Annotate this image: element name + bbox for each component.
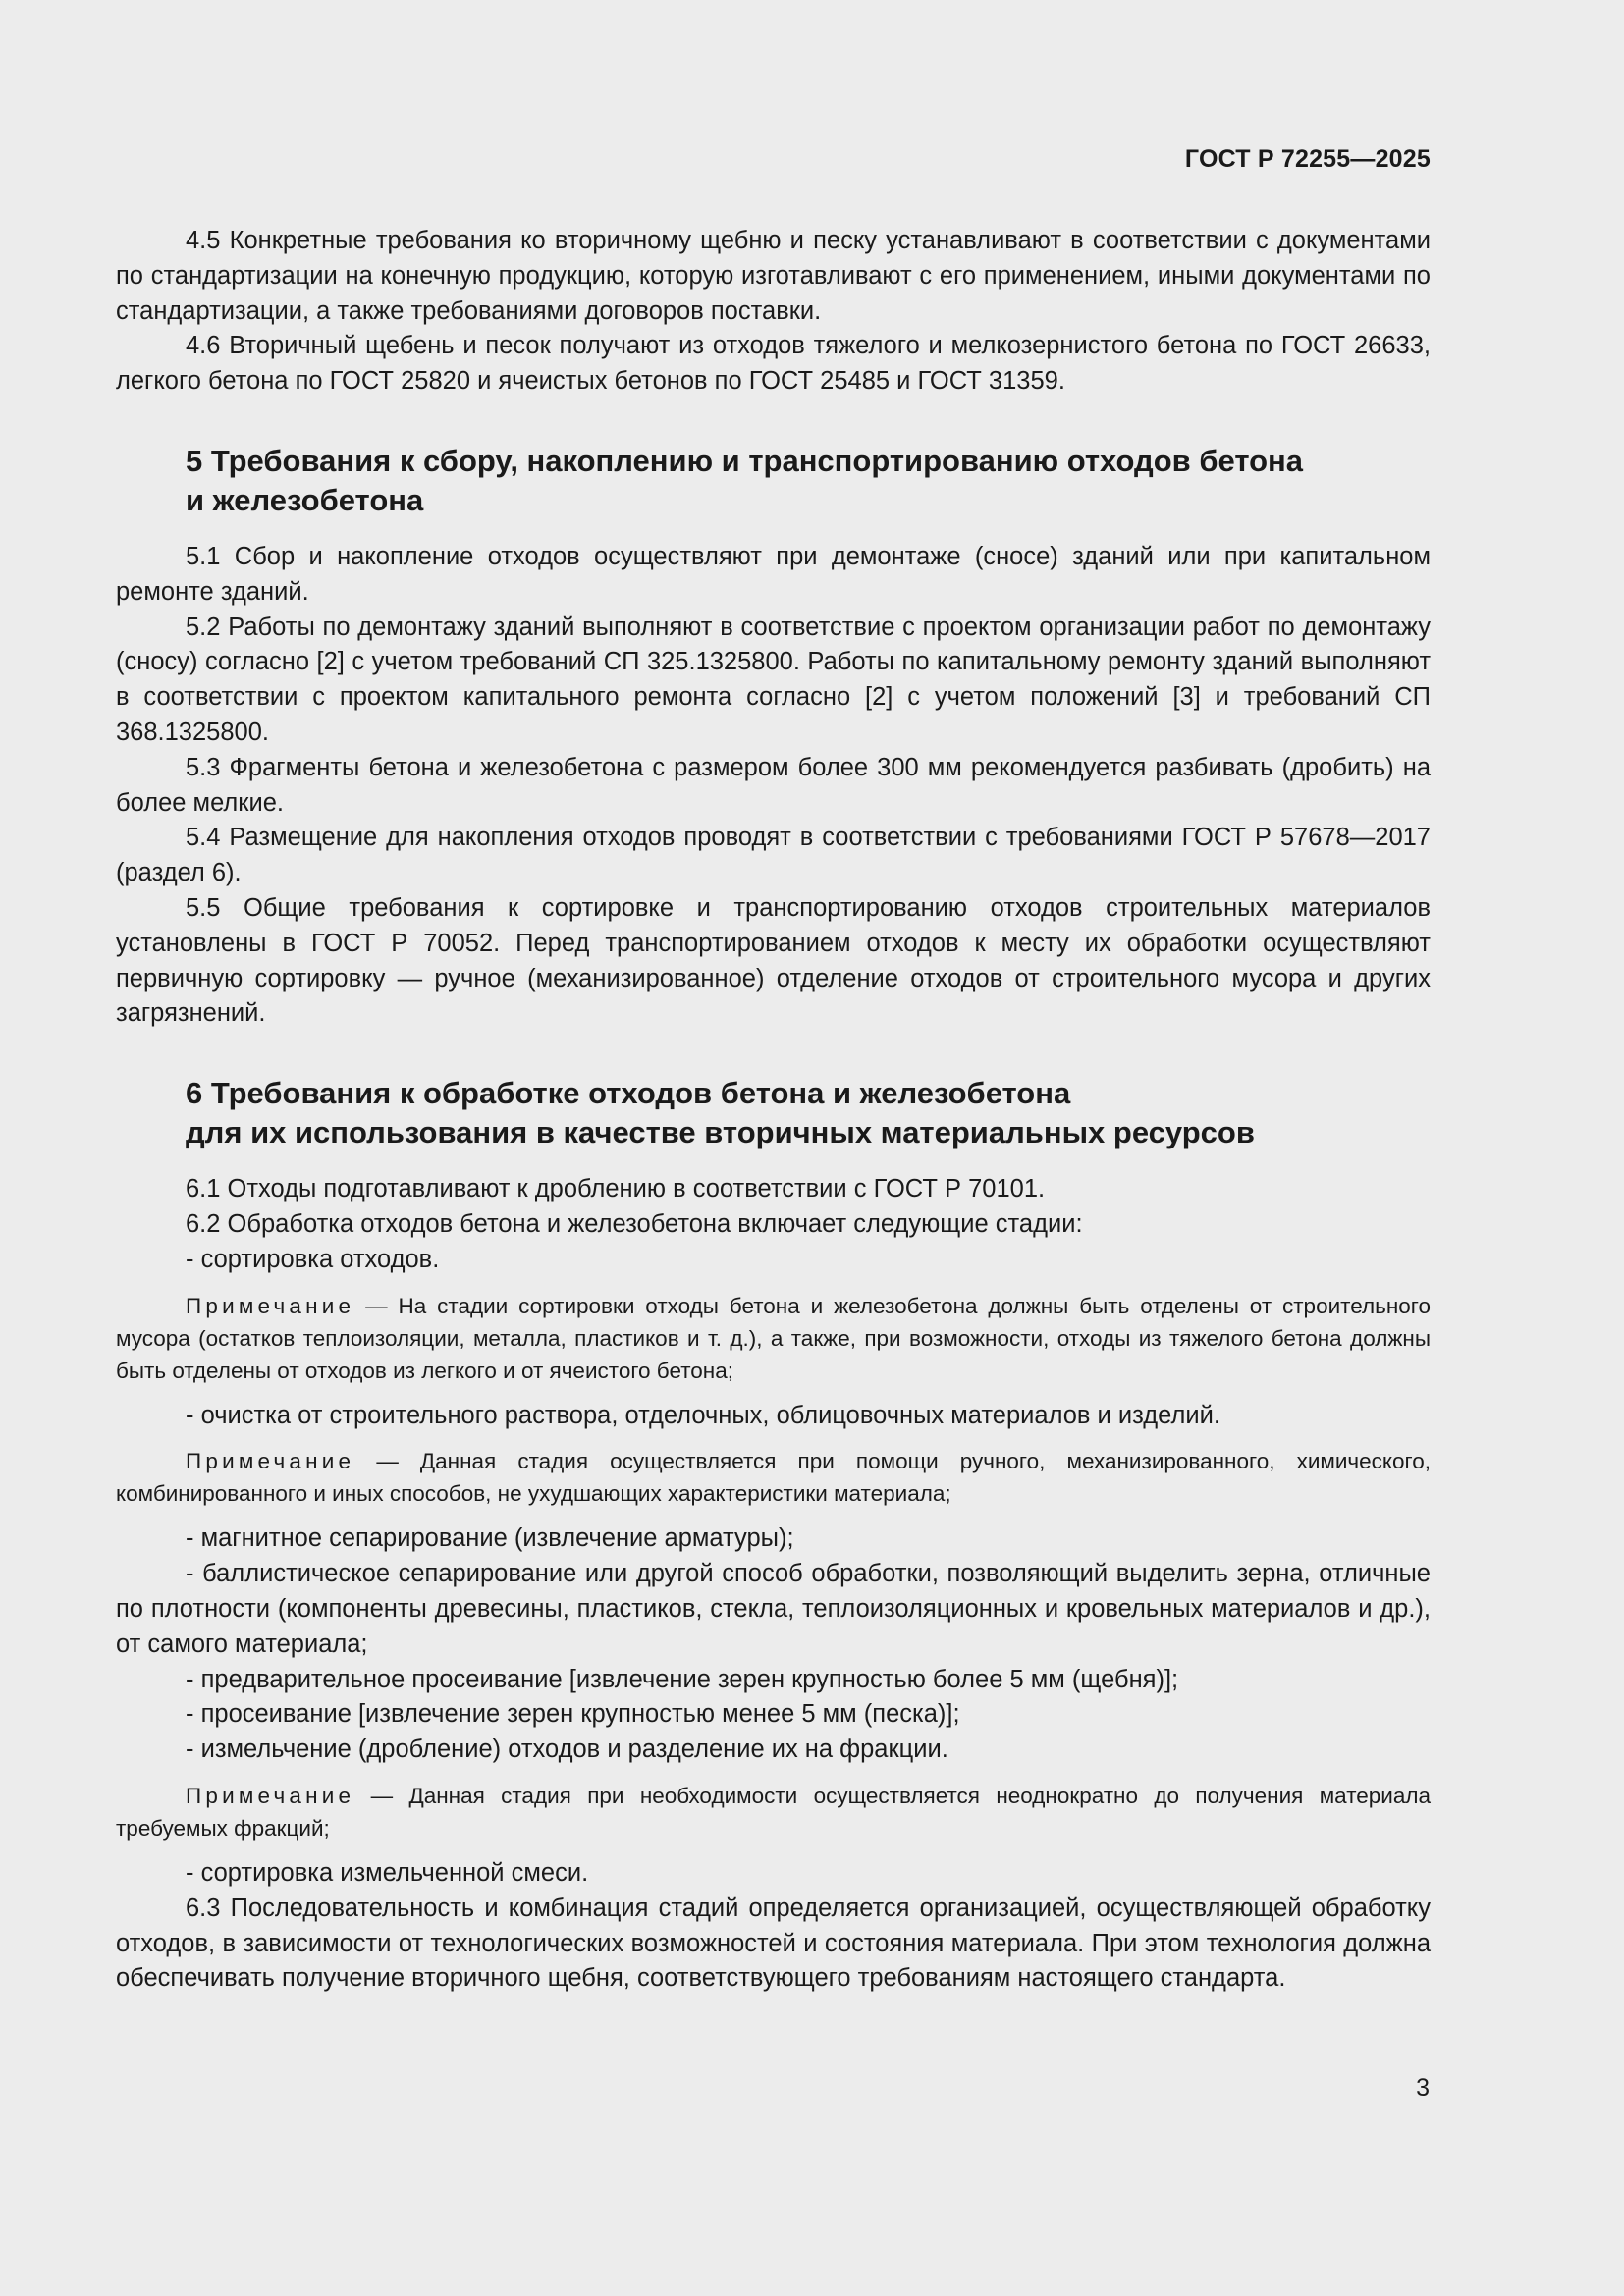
note-1-text: — На стадии сортировки отходы бетона и железобетона должны быть отделены от строительного мусора (остатков теплоизоляции, металла, пластиков и т. д.), а также, при возможности, отходы из тяжелого бетона должны быть отделены от отходов из легкого и от ячеистого бетона; bbox=[116, 1293, 1431, 1383]
note-label: Примечание bbox=[186, 1783, 355, 1808]
paragraph-5-5: 5.5 Общие требования к сортировке и транспортированию отходов строительных материалов установлены в ГОСТ Р 70052. Перед транспортированием отходов к месту их обработки осуществляют первичную сортировку — ручное (механизированное) отделение отходов от строительного мусора и других загрязнений. bbox=[116, 893, 1431, 1028]
list-item-crushing: - измельчение (дробление) отходов и разделение их на фракции. bbox=[186, 1735, 948, 1764]
section-5-heading-line2: и железобетона bbox=[186, 482, 424, 517]
section-6-heading-line1: 6 Требования к обработке отходов бетона и железобетона bbox=[186, 1076, 1071, 1111]
document-code-header: ГОСТ Р 72255—2025 bbox=[1184, 145, 1431, 173]
section-6-heading-line2: для их использования в качестве вторичных материальных ресурсов bbox=[186, 1115, 1255, 1150]
paragraph-5-1: 5.1 Сбор и накопление отходов осуществляют при демонтаже (сносе) зданий или при капитальном ремонте зданий. bbox=[116, 542, 1431, 606]
list-item-magnetic: - магнитное сепарирование (извлечение арматуры); bbox=[186, 1524, 794, 1553]
paragraph-6-2: 6.2 Обработка отходов бетона и железобетона включает следующие стадии: bbox=[186, 1209, 1083, 1238]
note-1 bbox=[116, 1290, 1431, 1387]
list-item-sorting: - сортировка отходов. bbox=[186, 1245, 440, 1273]
note-3 bbox=[116, 1780, 1431, 1844]
list-item-cleaning: - очистка от строительного раствора, отделочных, облицовочных материалов и изделий. bbox=[186, 1401, 1220, 1429]
paragraph-5-2: 5.2 Работы по демонтажу зданий выполняют в соответствие с проектом организации работ по демонтажу (сносу) согласно [2] с учетом требований СП 325.1325800. Работы по капитальному ремонту зданий выполняют в соответствии с проектом капитального ремонта согласно [2] с учетом положений [3] и требований СП 368.1325800. bbox=[116, 613, 1431, 746]
paragraph-4-5: 4.5 Конкретные требования ко вторичному щебню и песку устанавливают в соответствии с документами по стандартизации на конечную продукцию, которую изготавливают с его применением, иными документами по стандартизации, а также требованиями договоров поставки. bbox=[116, 227, 1431, 325]
note-label: Примечание bbox=[186, 1449, 355, 1474]
list-item-ballistic: - баллистическое сепарирование или другой способ обработки, позволяющий выделить зерна, отличные по плотности (компоненты древесины, пластиков, стекла, теплоизоляционных и кровельных материалов и др.), от самого материала; bbox=[116, 1560, 1431, 1658]
paragraph-6-3: 6.3 Последовательность и комбинация стадий определяется организацией, осуществляющей обработку отходов, в зависимости от технологических возможностей и состояния материала. При этом технология должна обеспечивать получение вторичного щебня, соответствующего требованиям настоящего стандарта. bbox=[116, 1894, 1431, 1993]
page-number: 3 bbox=[1416, 2074, 1430, 2102]
paragraph-6-1: 6.1 Отходы подготавливают к дроблению в соответствии с ГОСТ Р 70101. bbox=[186, 1175, 1046, 1203]
note-3-text: — Данная стадия при необходимости осуществляется неоднократно до получения материала требуемых фракций; bbox=[116, 1783, 1431, 1841]
paragraph-5-4: 5.4 Размещение для накопления отходов проводят в соответствии с требованиями ГОСТ Р 57678—2017 (раздел 6). bbox=[116, 824, 1431, 887]
paragraph-5-3: 5.3 Фрагменты бетона и железобетона с размером более 300 мм рекомендуется разбивать (дробить) на более мелкие. bbox=[116, 753, 1431, 817]
note-label: Примечание bbox=[186, 1293, 355, 1318]
section-5-heading bbox=[116, 442, 1431, 520]
list-item-mix-sorting: - сортировка измельченной смеси. bbox=[186, 1858, 589, 1887]
section-6-heading bbox=[116, 1074, 1431, 1152]
section-5-heading-line1: 5 Требования к сбору, накоплению и транспортированию отходов бетона bbox=[186, 443, 1303, 478]
note-2 bbox=[116, 1445, 1431, 1510]
document-body bbox=[116, 224, 1431, 1997]
list-item-prescreen: - предварительное просеивание [извлечение зерен крупностью более 5 мм (щебня)]; bbox=[186, 1665, 1179, 1693]
note-2-text: — Данная стадия осуществляется при помощи ручного, механизированного, химического, комбинированного и иных способов, не ухудшающих характеристики материала; bbox=[116, 1449, 1431, 1507]
paragraph-4-6: 4.6 Вторичный щебень и песок получают из отходов тяжелого и мелкозернистого бетона по ГОСТ 26633, легкого бетона по ГОСТ 25820 и ячеистых бетонов по ГОСТ 25485 и ГОСТ 31359. bbox=[116, 332, 1431, 396]
list-item-screen: - просеивание [извлечение зерен крупностью менее 5 мм (песка)]; bbox=[186, 1700, 960, 1729]
